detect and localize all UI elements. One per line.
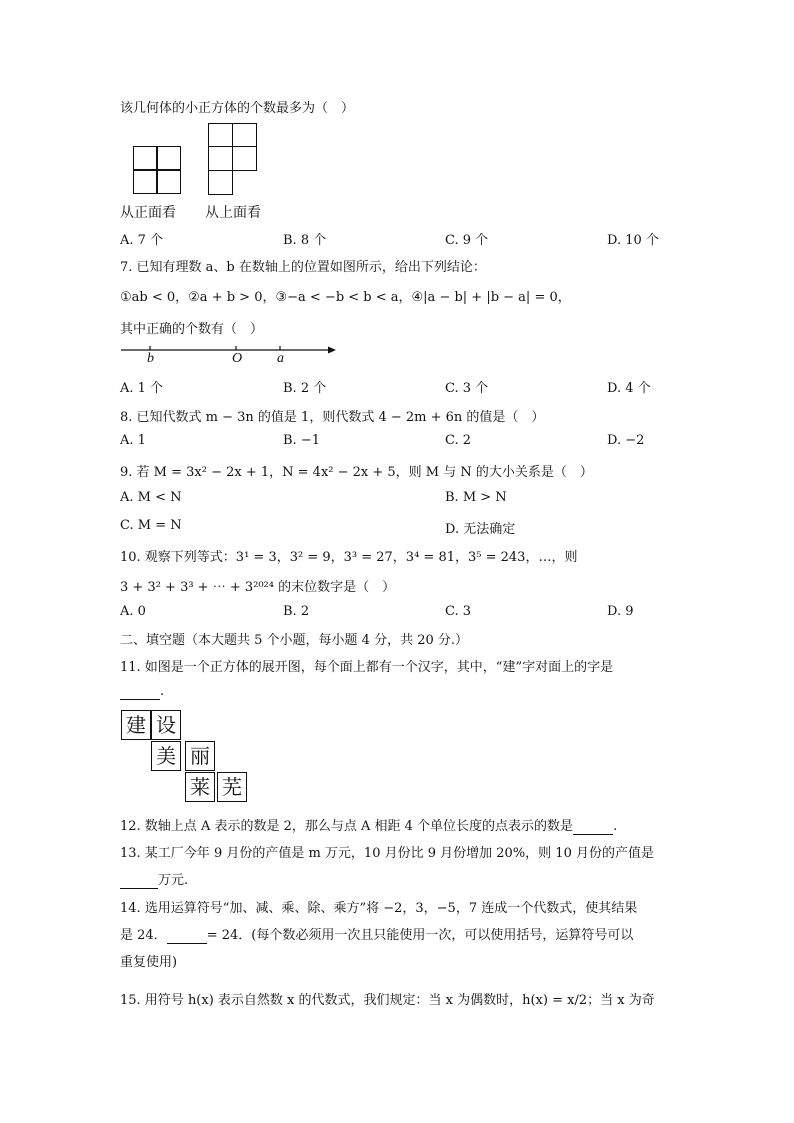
q14-line2-prefix: 是 24． xyxy=(120,928,167,943)
axis-label-a: a xyxy=(277,351,284,366)
q13-answer-blank[interactable] xyxy=(120,873,158,889)
net-face-1: 建 xyxy=(121,710,151,740)
q8-option-b[interactable]: B. −1 xyxy=(283,433,320,448)
q14-line2 xyxy=(120,924,633,944)
q12-period: . xyxy=(613,819,618,834)
q14-line2-suffix: = 24．(每个数必须用一次且只能使用一次，可以使用括号，运算符号可以 xyxy=(206,928,634,943)
q7-option-a[interactable]: A. 1 个 xyxy=(120,381,164,396)
q10-option-b[interactable]: B. 2 xyxy=(283,604,310,619)
q9-option-c[interactable]: C. M = N xyxy=(120,518,182,533)
q11-stem: 11. 如图是一个正方体的展开图，每个面上都有一个汉字，其中，“建”字对面上的字是 xyxy=(120,660,614,675)
q13-line2 xyxy=(120,869,188,889)
axis-label-b: b xyxy=(147,351,154,366)
q7-question: 其中正确的个数有（ ） xyxy=(120,322,264,337)
net-face-3: 美 xyxy=(151,741,181,771)
q12-answer-blank[interactable] xyxy=(573,819,613,835)
q12-stem: 12. 数轴上点 A 表示的数是 2，那么与点 A 相距 4 个单位长度的点表示的数是 xyxy=(120,819,574,834)
q6-option-d[interactable]: D. 10 个 xyxy=(607,233,659,248)
q9-option-b[interactable]: B. M > N xyxy=(445,490,507,505)
q7-conclusions: ①ab < 0，②a + b > 0，③−a < −b < b < a，④|a − b| + |b − a| = 0， xyxy=(120,290,571,305)
q9-option-a[interactable]: A. M < N xyxy=(120,490,182,505)
q6-option-c[interactable]: C. 9 个 xyxy=(445,233,489,248)
q7-option-d[interactable]: D. 4 个 xyxy=(607,381,651,396)
section-heading: 二、填空题（本大题共 5 个小题，每小题 4 分，共 20 分.） xyxy=(120,633,469,648)
q10-expression: 3 + 3² + 3³ + ⋯ + 3²⁰²⁴ 的末位数字是（ ） xyxy=(120,580,396,595)
q11-answer-line xyxy=(120,684,164,700)
q6-option-a[interactable]: A. 7 个 xyxy=(120,233,164,248)
front-view-label: 从正面看 xyxy=(120,205,176,221)
q7-option-c[interactable]: C. 3 个 xyxy=(445,381,489,396)
q8-option-d[interactable]: D. −2 xyxy=(607,433,645,448)
q6-stem: 该几何体的小正方体的个数最多为（ ） xyxy=(120,101,355,116)
q8-stem: 8. 已知代数式 m − 3n 的值是 1，则代数式 4 − 2m + 6n 的值是（ ） xyxy=(120,410,545,425)
q14-answer-blank[interactable] xyxy=(167,928,207,944)
net-face-5: 莱 xyxy=(185,772,215,802)
q10-option-d[interactable]: D. 9 xyxy=(607,604,634,619)
q7-option-b[interactable]: B. 2 个 xyxy=(283,381,327,396)
q9-option-d[interactable]: D. 无法确定 xyxy=(445,522,516,537)
axis-label-o: O xyxy=(232,351,243,366)
q9-stem: 9. 若 M = 3x² − 2x + 1，N = 4x² − 2x + 5，则 M 与 N 的大小关系是（ ） xyxy=(120,465,593,480)
q15-line1: 15. 用符号 h(x) 表示自然数 x 的代数式，我们规定：当 x 为偶数时，h(x) = x/2；当 x 为奇 xyxy=(120,993,655,1008)
q13-line1: 13. 某工厂今年 9 月份的产值是 m 万元，10 月份比 9 月份增加 20%，则 10 月份的产值是 xyxy=(120,846,654,861)
q8-option-a[interactable]: A. 1 xyxy=(120,433,146,448)
q12-line xyxy=(120,815,617,835)
q7-stem: 7. 已知有理数 a、b 在数轴上的位置如图所示，给出下列结论： xyxy=(120,260,486,275)
q11-period: . xyxy=(160,684,165,699)
q8-option-c[interactable]: C. 2 xyxy=(445,433,472,448)
q13-unit: 万元. xyxy=(158,873,189,888)
q10-option-a[interactable]: A. 0 xyxy=(120,604,146,619)
top-view-label: 从上面看 xyxy=(205,205,261,221)
q14-line3: 重复使用) xyxy=(120,955,178,970)
net-face-6: 芜 xyxy=(217,772,247,802)
net-face-2: 设 xyxy=(151,710,181,740)
q10-stem: 10. 观察下列等式：3¹ = 3，3² = 9，3³ = 27，3⁴ = 81，3⁵ = 243，…，则 xyxy=(120,550,578,565)
q14-line1: 14. 选用运算符号“加、减、乘、除、乘方”将 −2，3，−5，7 连成一个代数式，使其结果 xyxy=(120,901,638,916)
net-face-4: 丽 xyxy=(185,741,215,771)
q6-option-b[interactable]: B. 8 个 xyxy=(283,233,327,248)
q10-option-c[interactable]: C. 3 xyxy=(445,604,472,619)
q11-answer-blank[interactable] xyxy=(120,684,160,700)
